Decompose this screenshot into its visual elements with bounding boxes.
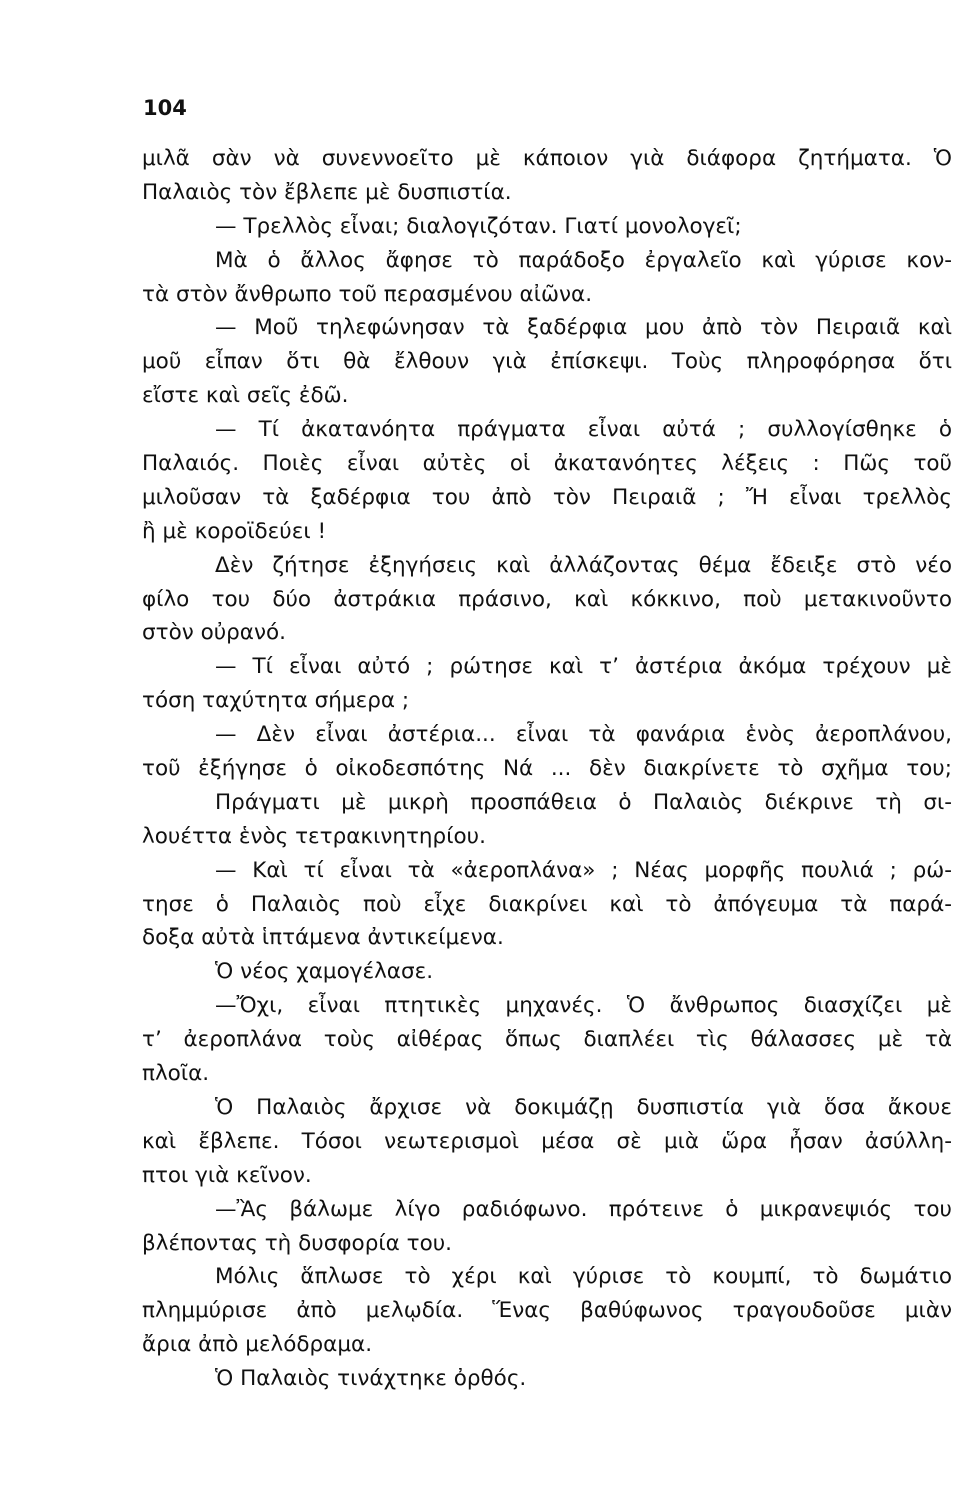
text-line: εἴστε καὶ σεῖς ἐδῶ. [142, 383, 349, 409]
text-line: καὶ ἔβλεπε. Τόσοι νεωτερισμοὶ μέσα σὲ μιὰ ὥρα ἦσαν ἀσύλλη- [142, 1128, 952, 1154]
text-line: δοξα αὐτὰ ἱπτάμενα ἀντικείμενα. [142, 925, 504, 951]
text-line: μιλοῦσαν τὰ ξαδέρφια του ἀπὸ τὸν Πειραιᾶ ; Ἤ εἶναι τρελλὸς [142, 484, 952, 510]
text-line: ἢ μὲ κοροϊδεύει ! [142, 518, 327, 544]
text-line: — Καὶ τί εἶναι τὰ «ἀεροπλάνα» ; Νέας μορφῆς πουλιά ; ρώ- [215, 857, 952, 883]
page-number: 104 [143, 96, 187, 120]
text-line: Παλαιός. Ποιὲς εἶναι αὐτὲς οἱ ἀκατανόητες λέξεις : Πῶς τοῦ [142, 451, 952, 477]
text-line: στὸν οὐρανό. [142, 620, 286, 646]
text-line: ἄρια ἀπὸ μελόδραμα. [142, 1332, 373, 1358]
text-line: — Μοῦ τηλεφώνησαν τὰ ξαδέρφια μου ἀπὸ τὸν Πειραιᾶ καὶ [215, 315, 952, 341]
text-line: μοῦ εἶπαν ὅτι θὰ ἔλθουν γιὰ ἐπίσκεψι. Τοὺς πληροφόρησα ὅτι [142, 349, 952, 375]
text-line: —Ἂς βάλωμε λίγο ραδιόφωνο. πρότεινε ὁ μικρανεψιός του [215, 1196, 952, 1222]
text-line: — Δὲν εἶναι ἀστέρια... εἶναι τὰ φανάρια ἑνὸς ἀεροπλάνου, [215, 722, 952, 748]
text-line: μιλᾶ σὰν νὰ συνεννοεῖτο μὲ κάποιον γιὰ διάφορα ζητήματα. Ὁ [142, 146, 952, 171]
text-line: — Τρελλὸς εἶναι; διαλογιζόταν. Γιατί μονολογεῖ; [215, 213, 742, 239]
text-line: λουέττα ἑνὸς τετρακινητηρίου. [142, 823, 486, 849]
text-line: πλοῖα. [142, 1061, 210, 1087]
text-line: — Τί εἶναι αὐτό ; ρώτησε καὶ τ’ ἀστέρια ἀκόμα τρέχουν μὲ [215, 654, 952, 680]
text-line: —Ὄχι, εἶναι πτητικὲς μηχανές. Ὁ ἄνθρωπος διασχίζει μὲ [215, 993, 952, 1019]
text-line: Ὁ Παλαιὸς ἄρχισε νὰ δοκιμάζῃ δυσπιστία γιὰ ὅσα ἄκουε [215, 1094, 952, 1120]
text-line: τησε ὁ Παλαιὸς ποὺ εἶχε διακρίνει καὶ τὸ ἀπόγευμα τὰ παρά- [142, 891, 952, 917]
body-text [142, 142, 952, 1396]
text-line: τὰ στὸν ἄνθρωπο τοῦ περασμένου αἰῶνα. [142, 281, 593, 307]
text-line: Μόλις ἅπλωσε τὸ χέρι καὶ γύρισε τὸ κουμπί, τὸ δωμάτιο [215, 1264, 952, 1290]
text-line: τόση ταχύτητα σήμερα ; [142, 688, 410, 714]
text-line: τ’ ἀεροπλάνα τοὺς αἰθέρας ὅπως διαπλέει τὶς θάλασσες μὲ τὰ [142, 1027, 952, 1053]
text-line: πλημμύρισε ἀπὸ μελῳδία. Ἕνας βαθύφωνος τραγουδοῦσε μιὰν [142, 1298, 952, 1324]
text-line: τοῦ ἐξήγησε ὁ οἰκοδεσπότης Νά ... δὲν διακρίνετε τὸ σχῆμα του; [142, 756, 952, 782]
text-line: Πράγματι μὲ μικρὴ προσπάθεια ὁ Παλαιὸς διέκρινε τὴ σι- [215, 789, 952, 815]
text-line: Ὁ Παλαιὸς τινάχτηκε ὀρθός. [215, 1366, 527, 1392]
text-line: — Τί ἀκατανόητα πράγματα εἶναι αὐτά ; συλλογίσθηκε ὁ [215, 417, 952, 443]
text-line: Δὲν ζήτησε ἐξηγήσεις καὶ ἀλλάζοντας θέμα ἔδειξε στὸ νέο [215, 552, 952, 578]
text-line: Ὁ νέος χαμογέλασε. [215, 959, 434, 985]
text-line: Μὰ ὁ ἄλλος ἄφησε τὸ παράδοξο ἐργαλεῖο καὶ γύρισε κον- [215, 247, 952, 273]
text-line: φίλο του δύο ἀστράκια πράσινο, καὶ κόκκινο, ποὺ μετακινοῦντο [142, 586, 952, 612]
text-line: βλέποντας τὴ δυσφορία του. [142, 1230, 453, 1256]
text-line: Παλαιὸς τὸν ἔβλεπε μὲ δυσπιστία. [142, 179, 512, 205]
text-line: πτοι γιὰ κεῖνον. [142, 1162, 312, 1188]
